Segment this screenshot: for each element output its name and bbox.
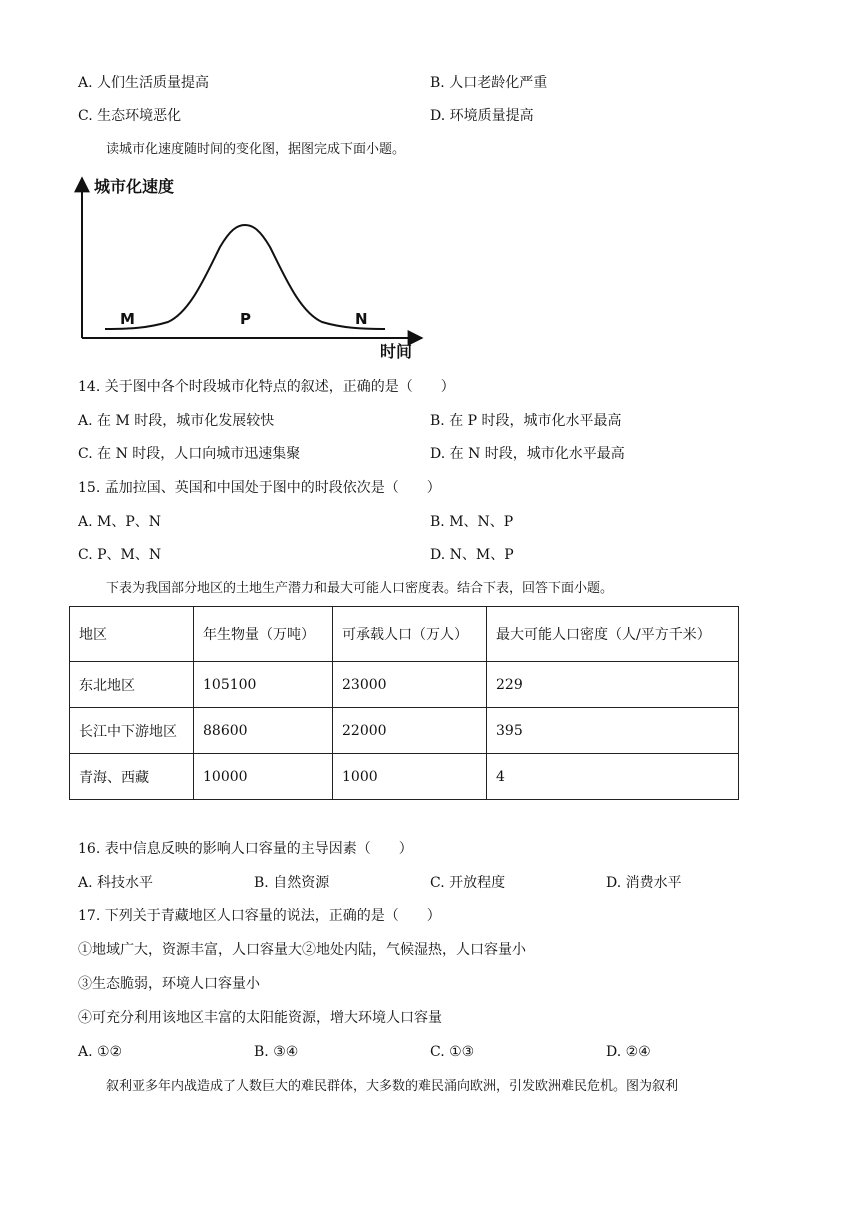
cell-biomass: 10000 [194,754,333,800]
label-n: N [355,310,368,328]
cell-region: 东北地区 [70,662,194,708]
cell-density: 4 [487,754,739,800]
table-header-row [70,607,739,662]
q17-option-b: B. ③④ [254,1044,299,1060]
cell-region: 青海、西藏 [70,754,194,800]
header-region: 地区 [70,607,194,662]
q13-option-d: D. 环境质量提高 [430,108,534,124]
cell-biomass: 88600 [194,708,333,754]
label-m: M [120,310,135,328]
cell-capacity: 22000 [333,708,487,754]
q17-stem: 17. 下列关于青藏地区人口容量的说法，正确的是（ ） [78,908,441,924]
table-row [70,662,739,708]
q15-option-b: B. M、N、P [430,514,514,530]
q16-option-c: C. 开放程度 [430,875,506,891]
q16-option-d: D. 消费水平 [606,875,682,891]
cell-region: 长江中下游地区 [70,708,194,754]
cell-capacity: 1000 [333,754,487,800]
header-capacity: 可承载人口（万人） [333,607,487,662]
q14-option-b: B. 在 P 时段，城市化水平最高 [430,413,622,429]
q17-option-a: A. ①② [78,1044,123,1060]
table-intro: 下表为我国部分地区的土地生产潜力和最大可能人口密度表。结合下表，回答下面小题。 [106,581,614,596]
q14-option-a: A. 在 M 时段，城市化发展较快 [78,413,275,429]
cell-density: 229 [487,662,739,708]
urbanization-speed-chart [70,172,430,364]
q15-option-c: C. P、M、N [78,547,162,563]
q17-option-c: C. ①③ [430,1044,475,1060]
q16-stem: 16. 表中信息反映的影响人口容量的主导因素（ ） [78,841,413,857]
final-intro: 叙利亚多年内战造成了人数巨大的难民群体，大多数的难民涌向欧洲，引发欧洲难民危机。图为叙利 [106,1079,679,1094]
q14-option-d: D. 在 N 时段，城市化水平最高 [430,446,625,462]
land-potential-table [69,606,739,800]
table-row [70,754,739,800]
q13-option-b: B. 人口老龄化严重 [430,75,548,91]
q13-option-a: A. 人们生活质量提高 [78,75,210,91]
q13-option-c: C. 生态环境恶化 [78,108,182,124]
q17-option-d: D. ②④ [606,1044,651,1060]
x-axis-label: 时间 [380,342,413,361]
chart-intro: 读城市化速度随时间的变化图，据图完成下面小题。 [106,142,406,157]
header-density: 最大可能人口密度（人/平方千米） [487,607,739,662]
y-axis-label: 城市化速度 [94,177,175,196]
q17-statement-1-2: ①地域广大，资源丰富，人口容量大②地处内陆，气候湿热，人口容量小 [78,942,526,958]
q16-option-b: B. 自然资源 [254,875,330,891]
label-p: P [240,310,251,328]
q14-option-c: C. 在 N 时段，人口向城市迅速集聚 [78,446,301,462]
header-biomass: 年生物量（万吨） [194,607,333,662]
cell-capacity: 23000 [333,662,487,708]
q15-option-a: A. M、P、N [78,514,162,530]
q14-stem: 14. 关于图中各个时段城市化特点的叙述，正确的是（ ） [78,379,455,395]
q16-option-a: A. 科技水平 [78,875,154,891]
cell-biomass: 105100 [194,662,333,708]
q17-statement-3: ③生态脆弱，环境人口容量小 [78,976,260,992]
table-row [70,708,739,754]
q15-option-d: D. N、M、P [430,547,514,563]
cell-density: 395 [487,708,739,754]
q17-statement-4: ④可充分利用该地区丰富的太阳能资源，增大环境人口容量 [78,1010,442,1026]
q15-stem: 15. 孟加拉国、英国和中国处于图中的时段依次是（ ） [78,480,441,496]
